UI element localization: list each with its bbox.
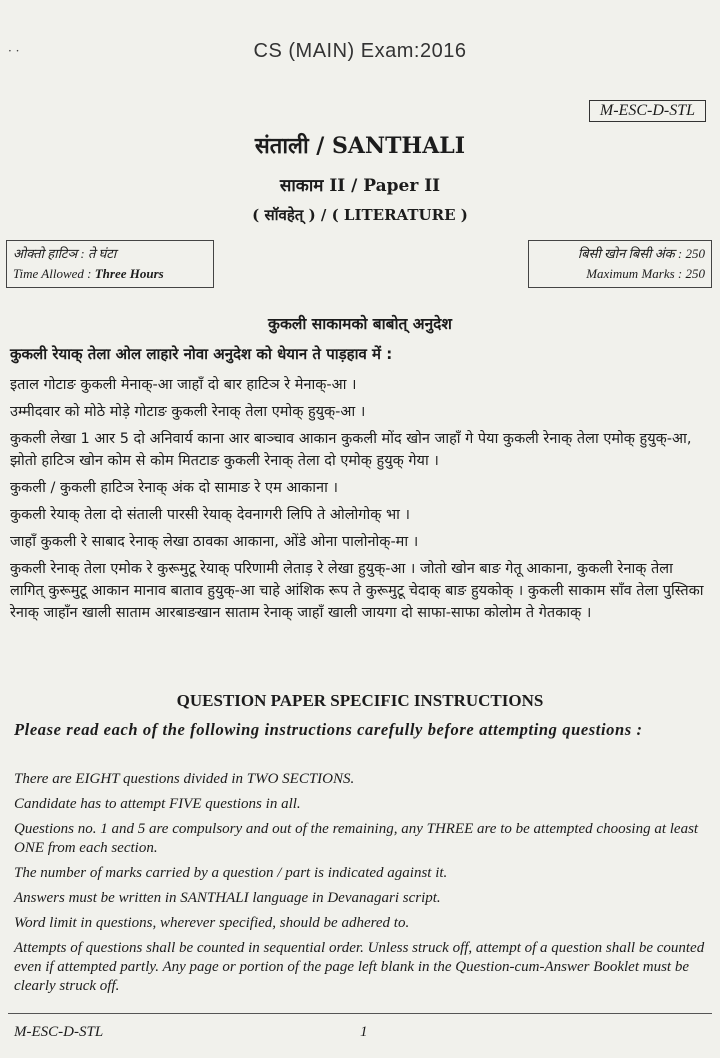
hindi-instruction-item: जाहाँ कुकली रे साबाद रेनाक् लेखा ठावका आकाना, ओंडे ओना पालोनोक्-मा ।	[10, 534, 419, 550]
hindi-instruction-item: इताल गोटाङ कुकली मेनाक्-आ जाहाँ दो बार हाटिञ रे मेनाक्-आ ।	[10, 377, 357, 393]
time-allowed-box	[6, 240, 214, 288]
subject-title: संताली / SANTHALI	[254, 133, 466, 159]
marks-label: Maximum Marks :	[586, 266, 683, 281]
hindi-instruction-item: कुकली / कुकली हाटिञ रेनाक् अंक दो सामाङ रे एम आकाना ।	[10, 480, 338, 496]
time-english	[13, 264, 207, 284]
marks-hindi: बिसी खोन बिसी अंक : 250	[577, 246, 705, 261]
scan-artifact: · ·	[8, 44, 20, 58]
time-value: Three Hours	[94, 266, 164, 281]
english-instruction-item: There are EIGHT questions divided in TWO SECTIONS.	[14, 771, 355, 787]
paper-section: ( सॉवहेत् ) / ( LITERATURE )	[252, 206, 468, 224]
english-instruction-item: Word limit in questions, wherever specified, should be adhered to.	[14, 915, 410, 931]
hindi-instruction-item: कुकली लेखा 1 आर 5 दो अनिवार्य काना आर बाञ्चाव आकान कुकली मोंद खोन जाहाँ गे पेया कुकली रेनाक् तेला एमोक् हुयुक्-आ, झोतो हाटिञ खोन कोम से कोम मितटाङ कुकली रेनाक् तेला दो एमोक् हुयुक् गेया ।	[10, 431, 692, 469]
page-number: 1	[360, 1024, 368, 1040]
time-hindi: ओक्तो हाटिञ : ते घंटा	[13, 246, 117, 261]
footer-divider	[8, 1013, 712, 1014]
english-instruction-item: Candidate has to attempt FIVE questions in all.	[14, 796, 301, 812]
hindi-instruction-item: उम्मीदवार को मोठे मोड़े गोटाङ कुकली रेनाक् तेला एमोक् हुयुक्-आ ।	[10, 404, 366, 420]
paper-code-box: M-ESC-D-STL	[589, 100, 706, 122]
hindi-instructions-list	[10, 374, 710, 629]
footer-paper-code: M-ESC-D-STL	[14, 1024, 104, 1040]
hindi-instructions-heading: कुकली साकामको बाबोत् अनुदेश	[268, 315, 452, 333]
marks-english	[535, 264, 705, 284]
hindi-instruction-item: कुकली रेनाक् तेला एमोक रे कुरूमुटू रेयाक् परिणामी लेताड़ रे लेखा हुयुक्-आ । जोतो खोन बाङ गेतू आकाना, कुकली रेनाक् तेला लागित् कुरूमुटू आकान मानाव बाताव हुयुक्-आ चाहे आंशिक रूप ते कुरूमुटू चेदाक् बाङ हुयकोक् । कुकली साकाम साँव तेला पुस्तिका रेनाक् जाहाँन खाली साताम आरबाङखान साताम रेनाक् जाहाँ खाली जायगा दो साफा-साफा कोलोम ते गेतकाक् ।	[10, 561, 704, 621]
time-label: Time Allowed :	[13, 266, 92, 281]
max-marks-box	[528, 240, 712, 288]
english-instruction-item: Answers must be written in SANTHALI language in Devanagari script.	[14, 890, 441, 906]
english-instructions-intro: Please read each of the following instructions carefully before attempting questions :	[14, 720, 643, 739]
hindi-instructions-intro: कुकली रेयाक् तेला ओल लाहारे नोवा अनुदेश को धेयान ते पाड़हाव में :	[10, 345, 393, 363]
english-instruction-item: The number of marks carried by a question / part is indicated against it.	[14, 865, 448, 881]
paper-number: साकाम II / Paper II	[279, 176, 441, 196]
english-instructions-heading: QUESTION PAPER SPECIFIC INSTRUCTIONS	[176, 691, 544, 710]
english-instruction-item: Attempts of questions shall be counted in sequential order. Unless struck off, attempt of a question shall be counted even if attempted partly. Any page or portion of the page left blank in the Question-cum-Answer Booklet must be clearly struck off.	[14, 940, 705, 994]
english-instructions-list	[14, 770, 710, 1002]
hindi-instruction-item: कुकली रेयाक् तेला दो संताली पारसी रेयाक् देवनागरी लिपि ते ओलोगोक् भा ।	[10, 507, 411, 523]
english-instruction-item: Questions no. 1 and 5 are compulsory and out of the remaining, any THREE are to be attempted choosing at least ONE from each section.	[14, 821, 699, 856]
exam-title: CS (MAIN) Exam:2016	[253, 40, 467, 62]
marks-value: 250	[685, 266, 705, 281]
